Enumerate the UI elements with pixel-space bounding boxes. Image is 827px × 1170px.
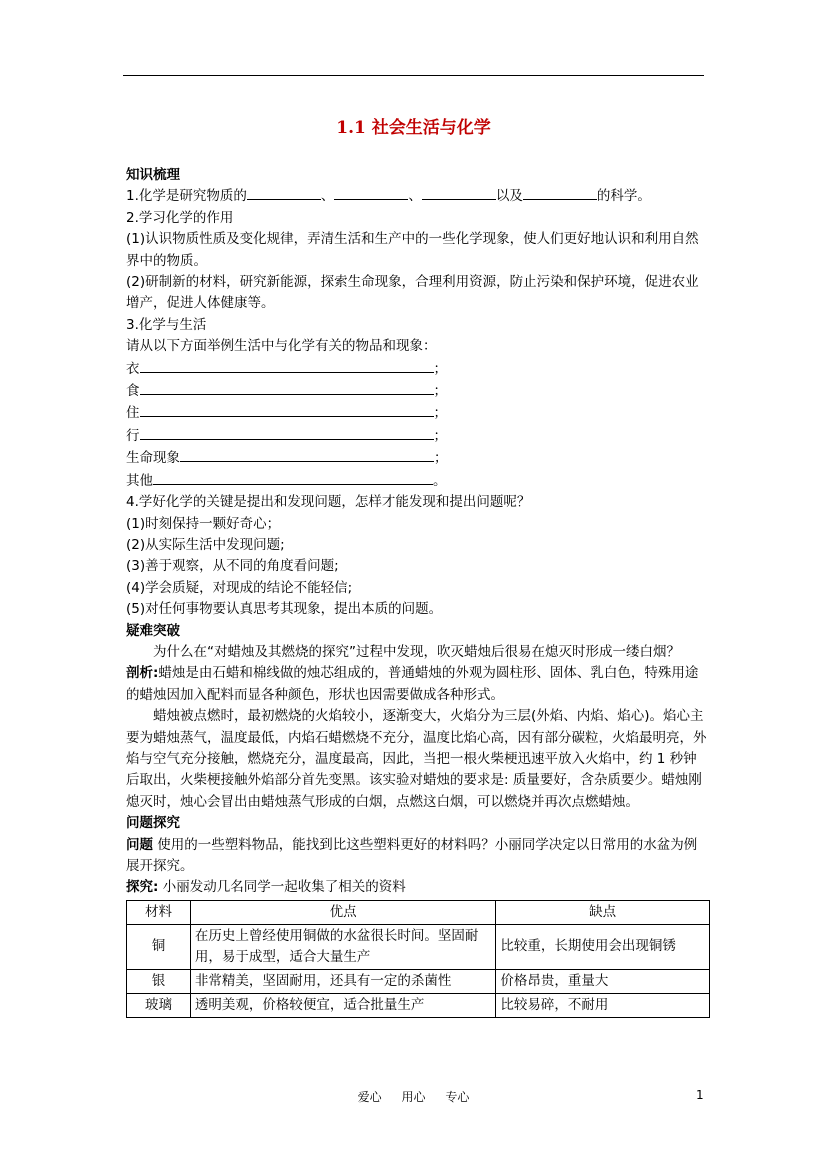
question-2-point-1: (1)认识物质性质及变化规律，弄清生活和生产中的一些化学现象，使人们更好地认识和利用自然界中的物质。: [126, 231, 699, 269]
analysis-text-1: 蜡烛是由石蜡和棉线做的烛芯组成的，普通蜡烛的外观为圆柱形、固体、乳白色，特殊用途的蜡烛因加入配料而显各种颜色，形状也因需要做成各种形式。: [126, 665, 699, 703]
fill-line-travel: [126, 425, 710, 447]
fill-line-housing: [126, 402, 710, 424]
fill-blank[interactable]: [140, 358, 434, 373]
fill-blank[interactable]: [180, 447, 434, 462]
fill-blank[interactable]: [140, 380, 434, 395]
fill-label: 衣: [126, 360, 140, 377]
fill-blank[interactable]: [153, 470, 433, 485]
fill-end: ；: [433, 405, 447, 422]
q1-suffix: 的科学。: [596, 188, 651, 205]
page-title: 1.1 社会生活与化学: [336, 118, 491, 138]
q1-sep-2: 、: [408, 188, 422, 205]
q1-sep-1: 、: [320, 188, 335, 205]
fill-blank[interactable]: [140, 425, 434, 440]
problem-text: 使用的一些塑料物品，能找到比这些塑料更好的材料吗？小丽同学决定以日常用的水盆为例展开探究。: [126, 836, 698, 874]
fill-line-other: [126, 470, 710, 492]
section-heading-difficulty: 疑难突破: [126, 622, 180, 639]
fill-end: ；: [433, 383, 447, 400]
list-item: (2)从实际生活中发现问题;: [126, 536, 285, 553]
q1-blank-1[interactable]: [247, 186, 321, 200]
list-item: (5)对任何事物要认真思考其现象，提出本质的问题。: [126, 601, 443, 618]
q1-blank-3[interactable]: [422, 186, 496, 200]
table-cell: 玻璃: [127, 993, 191, 1017]
fill-blank[interactable]: [140, 402, 434, 417]
table-header-cell: 缺点: [496, 900, 710, 924]
fill-end: ；: [433, 427, 447, 444]
section-heading-inquiry: 问题探究: [126, 815, 180, 832]
q1-blank-4[interactable]: [523, 186, 597, 200]
list-item: (1)时刻保持一颗好奇心；: [126, 515, 281, 532]
explore-paragraph: [126, 877, 710, 898]
q1-prefix: 1.化学是研究物质的: [126, 188, 247, 205]
question-2-point-2: (2)研制新的材料，研究新能源，探索生命现象，合理利用资源，防止污染和保护环境，促进农业增产，促进人体健康等。: [126, 274, 699, 312]
problem-paragraph: [126, 835, 710, 878]
fill-line-clothing: [126, 358, 710, 380]
footer-item: 用心: [401, 1090, 426, 1104]
fill-end: ；: [434, 450, 448, 467]
difficulty-question: 为什么在“对蜡烛及其燃烧的探究”过程中发现，吹灭蜡烛后很易在熄灭时形成一缕白烟？: [153, 643, 680, 660]
page-number: 1: [696, 1088, 704, 1102]
explore-label: 探究:: [126, 879, 159, 896]
table-header-row: [127, 900, 710, 924]
fill-end: 。: [433, 472, 447, 489]
table-cell: 价格昂贵，重量大: [496, 969, 710, 993]
analysis-label: 剖析:: [126, 665, 159, 682]
analysis-paragraph-2: 蜡烛被点燃时，最初燃烧的火焰较小，逐渐变大，火焰分为三层(外焰、内焰、焰心)。焰心主要为蜡烛蒸气，温度最低，内焰石蜡燃烧不充分，温度比焰心高，因有部分碳粒，火焰最明亮，外焰与空气充分接触，燃烧充分，温度最高，因此，当把一根火柴梗迅速平放入火焰中，约 1 秒钟后取出，火柴梗接触外焰部分首先变黑。该实验对蜡烛的要求是: 质量要好，含杂质要少。蜡烛刚熄灭时，烛心会冒出由蜡烛蒸气形成的白烟，点燃这白烟，可以燃烧并再次点燃蜡烛。: [126, 708, 707, 810]
table-row: [127, 993, 710, 1017]
analysis-paragraph-1: [126, 663, 710, 706]
header-rule: [123, 75, 704, 76]
table-cell: 比较易碎，不耐用: [496, 993, 710, 1017]
fill-line-life: [126, 447, 710, 469]
table-row: [127, 924, 710, 969]
question-4-title: 4.学好化学的关键是提出和发现问题，怎样才能发现和提出问题呢？: [126, 494, 531, 511]
materials-table: [126, 900, 710, 1018]
question-1: [126, 186, 710, 207]
document-body: [126, 165, 710, 1018]
problem-label: 问题: [126, 836, 153, 853]
q1-blank-2[interactable]: [334, 186, 408, 200]
list-item: (3)善于观察，从不同的角度看问题;: [126, 558, 339, 575]
table-cell: 非常精美，坚固耐用，还具有一定的杀菌性: [190, 969, 495, 993]
table-cell: 透明美观，价格较便宜，适合批量生产: [190, 993, 495, 1017]
table-header-cell: 优点: [190, 900, 495, 924]
q1-mid: 以及: [495, 188, 523, 205]
question-2-title: 2.学习化学的作用: [126, 209, 234, 226]
table-cell: 在历史上曾经使用铜做的水盆很长时间。坚固耐用，易于成型，适合大量生产: [190, 924, 495, 969]
fill-label: 其他: [126, 472, 153, 489]
fill-label: 生命现象: [126, 450, 180, 467]
question-3-title: 3.化学与生活: [126, 316, 207, 333]
fill-line-food: [126, 380, 710, 402]
question-3-intro: 请从以下方面举例生活中与化学有关的物品和现象：: [126, 338, 437, 355]
table-header-cell: 材料: [127, 900, 191, 924]
footer-item: 爱心: [357, 1090, 382, 1104]
table-cell: 银: [127, 969, 191, 993]
section-heading-knowledge: 知识梳理: [126, 167, 180, 183]
list-item: (4)学会质疑，对现成的结论不能轻信;: [126, 579, 353, 596]
fill-label: 行: [126, 427, 140, 444]
footer-item: 专心: [445, 1090, 470, 1104]
fill-label: 住: [126, 405, 140, 422]
table-cell: 铜: [127, 924, 191, 969]
fill-label: 食: [126, 383, 140, 400]
table-cell: 比较重，长期使用会出现铜锈: [496, 924, 710, 969]
table-row: [127, 969, 710, 993]
fill-end: ；: [433, 360, 447, 377]
explore-text: 小丽发动几名同学一起收集了相关的资料: [158, 879, 406, 896]
